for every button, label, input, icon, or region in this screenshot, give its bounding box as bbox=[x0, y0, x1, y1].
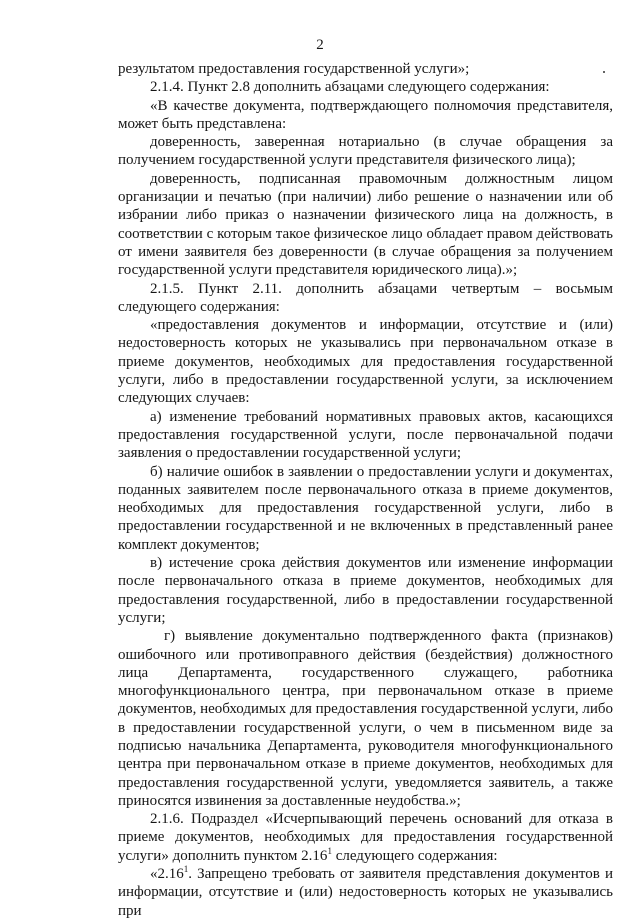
paragraph-text: доверенность, заверенная нотариально (в случае обращения за получением государственной услуги представителя физического лица); bbox=[118, 134, 613, 169]
paragraph bbox=[118, 408, 613, 463]
paragraph bbox=[118, 60, 613, 78]
paragraph bbox=[118, 554, 613, 627]
paragraph-text-continued: следующего содержания: bbox=[331, 847, 498, 864]
paragraph bbox=[118, 133, 613, 170]
paragraph bbox=[118, 280, 613, 317]
paragraph bbox=[118, 463, 613, 554]
paragraph bbox=[118, 316, 613, 407]
paragraph-text: «предоставления документов и информации, отсутствие и (или) недостоверность которых не указывались при первоначальном отказе в приеме документов, необходимых для предоставления государственной услуги, либо в предоставлении государственной услуги, за исключением следующих случаев: bbox=[118, 317, 613, 407]
superscript: 1 bbox=[183, 864, 189, 875]
paragraph bbox=[118, 810, 613, 865]
superscript: 1 bbox=[327, 845, 332, 856]
paragraph-text: результатом предоставления государственной услуги»; bbox=[118, 61, 470, 77]
paragraph-text: 2.1.4. Пункт 2.8 дополнить абзацами следующего содержания: bbox=[150, 79, 550, 96]
paragraph-text: г) выявление документально подтвержденного факта (признаков) ошибочного или противоправного действия (бездействия) должностного лица Департамента, государственного служащего, работника многофункционального центра, при первоначальном отказе в приеме документов, необходимых для предоставления государственной услуги, либо в предоставлении государственной услуги, о чем в письменном виде за подписью начальника Департамента, руководителя многофункционального центра при первоначальном отказе в приеме документов, необходимых для предоставления государственной услуги, уведомляется заявитель, а также приносятся извинения за доставленные неудобства.»; bbox=[118, 628, 614, 809]
document-body bbox=[118, 60, 613, 920]
paragraph-text-continued: . Запрещено требовать от заявителя представления документов и информации, отсутствие и (или) недостоверность которых не указывались при bbox=[118, 866, 613, 919]
paragraph-text: а) изменение требований нормативных правовых актов, касающихся предоставления государственной услуги, после первоначальной подачи заявления о предоставлении государственной услуги; bbox=[118, 408, 613, 462]
paragraph bbox=[118, 78, 613, 96]
paragraph-text: 2.1.6. Подраздел «Исчерпывающий перечень оснований для отказа в приеме документов, необходимых для предоставления государственной услуги» дополнить пунктом 2.16 bbox=[118, 811, 613, 864]
paragraph-text: б) наличие ошибок в заявлении о предоставлении услуги и документах, поданных заявителем после первоначального отказа в приеме документов, необходимых для предоставления государственной услуги, либо в предоставлении государственной и не включенных в представленный ранее комплект документов; bbox=[118, 463, 613, 553]
page-number: 2 bbox=[316, 37, 324, 53]
paragraph bbox=[118, 170, 613, 280]
paragraph-text: в) истечение срока действия документов или изменение информации после первоначального отказа в приеме документов, необходимых для предоставления государственной, либо в предоставлении государственной услуги; bbox=[118, 555, 613, 626]
paragraph bbox=[118, 627, 613, 810]
paragraph-text: «В качестве документа, подтверждающего полномочия представителя, может быть представлена: bbox=[118, 97, 613, 132]
paragraph-text: 2.1.5. Пункт 2.11. дополнить абзацами четвертым – восьмым следующего содержания: bbox=[118, 280, 613, 315]
paragraph-text: «2.16 bbox=[150, 866, 184, 883]
paragraph-text: доверенность, подписанная правомочным должностным лицом организации и печатью (при наличии) либо решение о назначении или об избрании либо приказ о назначении физического лица на должность, в соответствии с которым такое физическое лицо обладает правом действовать от имени заявителя без доверенности (в случае обращения за получением государственной услуги представителя юридического лица).»; bbox=[118, 170, 613, 279]
paragraph bbox=[118, 97, 613, 134]
paragraph bbox=[118, 865, 613, 920]
